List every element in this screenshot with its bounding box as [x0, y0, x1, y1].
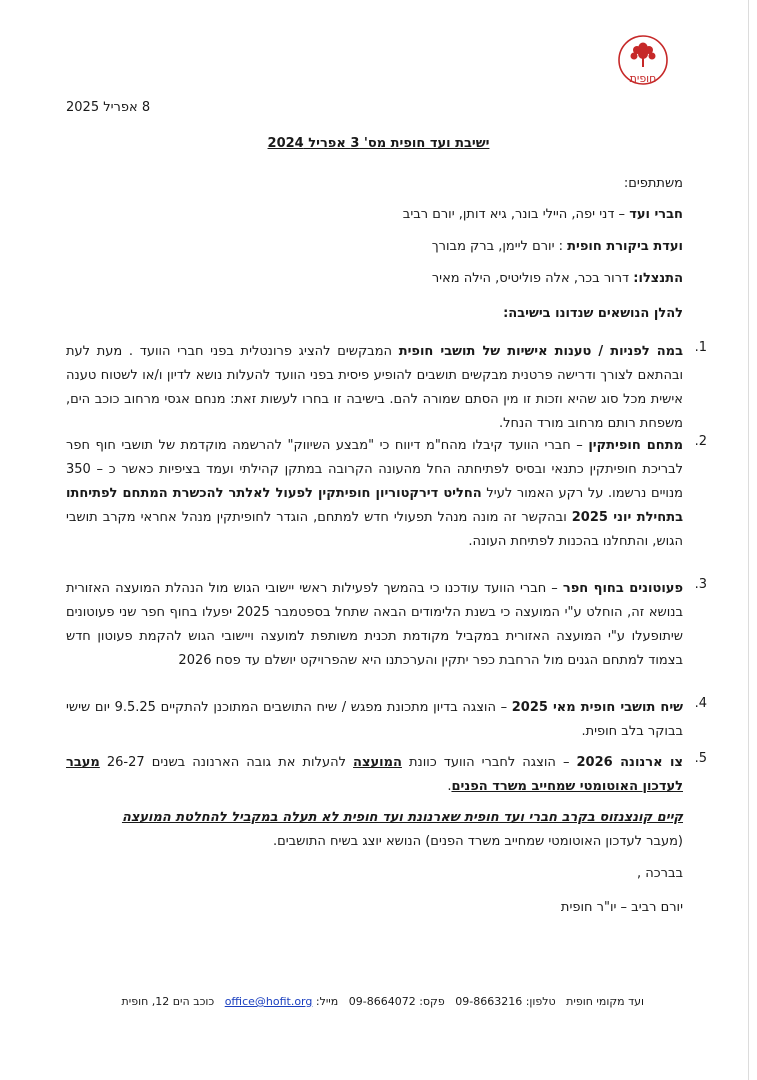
footer-mail-label: מייל: — [315, 995, 339, 1008]
item-text: – חברי הוועד קיבלו מהח"מ דיווח כי "מבצע השיווק" להרשמה מוקדמת של תושבי חוף חפר לבריכת חופיתקין כתנאי ובסיס לפתיחתה החל מהעונה הקרובה במתקן קהילתי ועמד בציפיות כאשר כ – 350 מנויים נרשמו. על רקע האמור לעיל — [66, 438, 683, 501]
item-emphasis: המועצה — [353, 755, 402, 770]
item-decision: החליט דירקטוריון חופיתקין לפעול לאלתר להכשרת המתחם לפתיחתו בתחילת יוני 2025 — [66, 486, 684, 525]
letter-date: 8 אפריל 2025 — [66, 100, 151, 115]
footer-phone: 09-8663216 — [455, 995, 523, 1008]
item-text: – הוצגה לחברי הוועד כוונת — [401, 755, 577, 770]
footer-fax: 09-8664072 — [348, 995, 416, 1008]
item-heading: צו ארנונה 2026 — [576, 755, 683, 770]
participants-label: משתתפים: — [623, 176, 683, 191]
committee-line — [403, 207, 683, 222]
greeting: בברכה , — [636, 866, 683, 881]
list-item-2 — [66, 434, 707, 554]
footer-org: ועד מקומי חופית — [566, 995, 644, 1008]
consensus-block — [60, 806, 683, 854]
item-text: המבקשים להציג פרונטלית בפני חברי הוועד . מעת לעת ובהתאם לצורך ודרישה פרטנית מבקשים תושבים להופיע פיסית בפני הוועד להעלות נושא לדיון ו/או לשטוח טענה אישית מכל סוג שהיא וזכות זו מין הסתם שמורה להם. בישיבה זו בחרו לעשות זאת: מנחם אגסי מרחוב כוכב הים, משפחת רותם מרחוב מורד הנחל. — [66, 344, 683, 431]
item-text: – הוצגה בדיון מתכונת מפגש / שיח התושבים המתוכנן להתקיים 9.5.25 יום שישי בבוקר בלב חופית. — [66, 700, 683, 739]
apologized-label: התנצלו: — [633, 271, 683, 286]
footer-fax-label: פקס: — [419, 995, 445, 1008]
item-heading: שיח תושבי חופית מאי 2025 — [511, 700, 684, 715]
list-item-5 — [66, 751, 707, 799]
consensus-statement: קיים קונצנזוס בקרב חברי ועד חופית שארנונת ועד חופית לא תעלה במקביל להחלטת המועצה — [121, 810, 683, 825]
audit-label: ועדת ביקורת חופית — [567, 239, 683, 254]
item-number: 5. — [694, 751, 707, 766]
meeting-title: ישיבת ועד חופית מס' 3 אפריל 2024 — [267, 136, 490, 151]
topics-heading: להלן הנושאים שנדונו בישיבה: — [503, 306, 683, 321]
list-item-4 — [66, 696, 707, 744]
item-number: 4. — [694, 696, 707, 711]
item-text-end: . — [447, 779, 452, 794]
footer-phone-label: טלפון: — [525, 995, 556, 1008]
list-item-3 — [66, 577, 707, 673]
item-text-continued: להעלות את גובה הארנונה בשנים 26-27 — [99, 755, 354, 770]
item-emphasis-2: מעבר לעדכון האוטומטי שמחייב משרד הפנים — [66, 755, 683, 794]
audit-line — [432, 239, 683, 254]
footer-address: כוכב הים 12, חופית — [121, 995, 215, 1008]
apologized-line — [432, 271, 683, 286]
item-heading: מתחם חופיתקין — [588, 438, 684, 453]
committee-names: – דני יפה, היילי בונר, גיא דותן, יורם רביב — [402, 207, 630, 222]
page-edge-divider — [748, 0, 749, 1080]
item-text-continued: ובהקשר זה מונה מנהל תפעולי חדש למתחם, הוגדר לחופיתקין מנהל אחראי מקרב תושבי הגוש, והתחלנו בהכנות לפתיחת העונה. — [66, 510, 683, 549]
letter-footer — [121, 995, 644, 1008]
committee-label: חברי ועד — [629, 207, 683, 222]
signature: יורם רביב – יו"ר חופית — [560, 900, 683, 915]
item-number: 3. — [694, 577, 707, 592]
item-heading: במה לפניות / טענות אישיות של תושבי חופית — [398, 344, 684, 359]
consensus-note: (מעבר לעדכון האוטומטי שמחייב משרד הפנים) הנושא יוצג בשיח התושבים. — [272, 834, 683, 849]
item-heading: פעוטונים בחוף חפר — [562, 581, 683, 596]
item-number: 1. — [694, 340, 707, 355]
apologized-names: דרור בכר, אלה פוליטיס, הילה מאיר — [431, 271, 634, 286]
footer-email-link[interactable]: office@hofit.org — [224, 995, 313, 1008]
item-number: 2. — [694, 434, 707, 449]
list-item-1 — [66, 340, 707, 436]
logo-wordmark: חופית — [629, 72, 657, 85]
audit-names: : יורם ליימן, ברק מבורך — [431, 239, 568, 254]
item-text: – חברי הוועד עודכנו כי בהמשך לפעילות ראשי יישובי הגוש מול הנהלת המועצה האזורית בנושא זה, הוחלט ע"י המועצה כי בשנת הלימודים הבאה שתחל בספטמבר 2025 יפעלו בחוף חפר שני פעוטונים שיתופעלו ע"י המועצה האזורית במקביל מקודמת תכנית משותפת למועצה ויישובי הגוש להקמת פעוטון חדש בצמוד למתחם הגנים מול הרחבת כפר יתקין והערכתנו היא שהפרויקט יושלם עד פסח 2026 — [66, 581, 683, 668]
